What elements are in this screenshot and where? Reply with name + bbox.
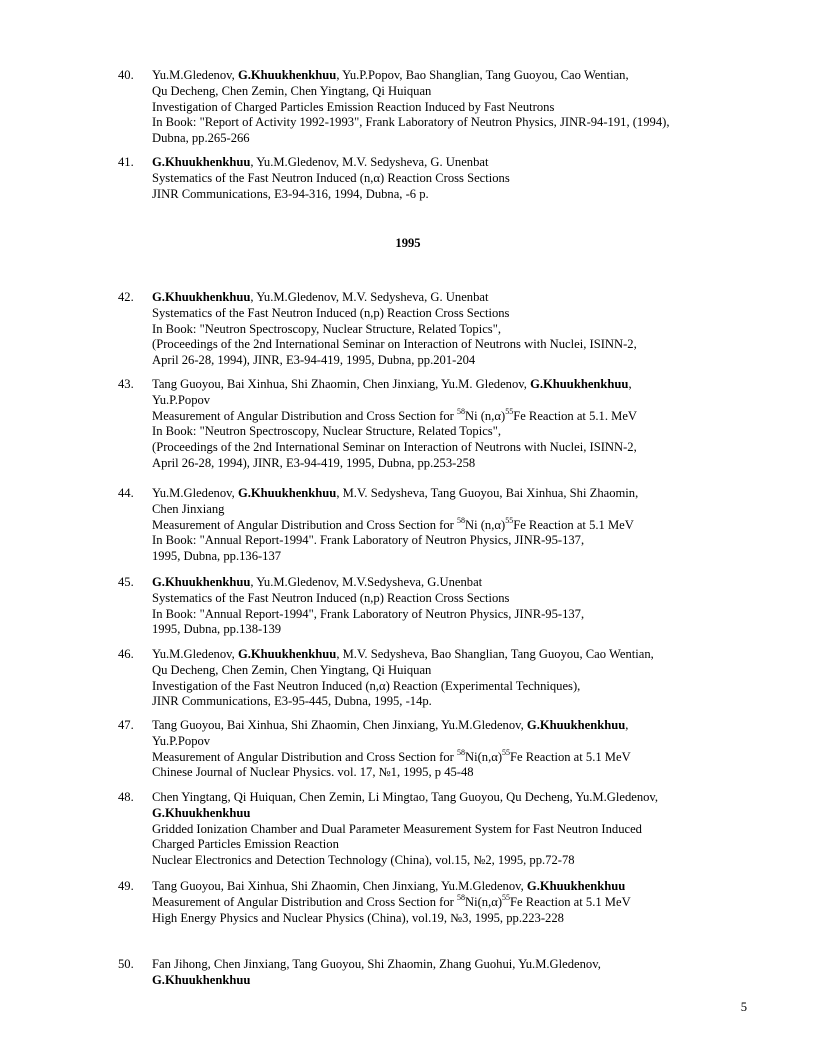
reference-line: Systematics of the Fast Neutron Induced (n,α) Reaction Cross Sections	[152, 170, 510, 185]
reference-line	[152, 515, 742, 534]
reference-line: Yu.P.Popov	[152, 392, 211, 407]
reference-body	[152, 377, 742, 472]
reference-number: 45.	[118, 575, 134, 589]
mass-number-superscript: 55	[505, 515, 514, 525]
author-names: , Yu.M.Gledenov, M.V. Sedysheva, G. Unenbat	[250, 290, 489, 304]
reference-line	[152, 406, 742, 425]
reference-line: April 26-28, 1994), JINR, E3-94-419, 1995, Dubna, pp.253-258	[152, 455, 476, 470]
reference-line	[152, 879, 742, 895]
reference-line: Chinese Journal of Nuclear Physics. vol. 17, №1, 1995, p 45-48	[152, 765, 474, 780]
reference-number: 48.	[118, 790, 134, 804]
title-text: Measurement of Angular Distribution and Cross Section for	[152, 749, 457, 764]
title-text: Ni (n,α)	[465, 408, 506, 423]
author-names: Tang Guoyou, Bai Xinhua, Shi Zhaomin, Chen Jinxiang, Yu.M.Gledenov,	[152, 879, 527, 893]
reference-line	[152, 647, 742, 663]
mass-number-superscript: 55	[502, 747, 511, 757]
reference-line: (Proceedings of the 2nd International Seminar on Interaction of Neutrons with Nuclei, ISINN-2,	[152, 440, 637, 455]
title-text: Ni(n,α)	[465, 894, 503, 909]
page-number: 5	[740, 1000, 747, 1014]
reference-body	[152, 790, 742, 869]
highlighted-author: G.Khuukhenkhuu	[526, 879, 626, 893]
title-text: Fe Reaction at 5.1 MeV	[510, 894, 631, 909]
reference-body	[152, 647, 742, 710]
reference-body	[152, 155, 742, 202]
author-names: , Yu.M.Gledenov, M.V. Sedysheva, G. Unenbat	[250, 155, 489, 169]
title-text: Fe Reaction at 5.1 MeV	[510, 749, 631, 764]
author-names: Tang Guoyou, Bai Xinhua, Shi Zhaomin, Chen Jinxiang, Yu.M. Gledenov,	[152, 377, 531, 391]
highlighted-author: G.Khuukhenkhuu	[237, 68, 337, 82]
author-names: , Yu.P.Popov, Bao Shanglian, Tang Guoyou, Cao Wentian,	[336, 68, 629, 82]
reference-line: In Book: "Annual Report-1994". Frank Laboratory of Neutron Physics, JINR-95-137,	[152, 533, 585, 548]
author-names: Fan Jihong, Chen Jinxiang, Tang Guoyou, Shi Zhaomin, Zhang Guohui, Yu.M.Gledenov,	[152, 957, 601, 971]
reference-number: 41.	[118, 155, 134, 169]
reference-number: 46.	[118, 647, 134, 661]
reference-body	[152, 68, 742, 147]
highlighted-author: G.Khuukhenkhuu	[152, 972, 251, 987]
reference-line	[152, 68, 742, 84]
mass-number-superscript: 58	[457, 406, 465, 416]
title-text: Measurement of Angular Distribution and Cross Section for	[152, 894, 457, 909]
title-text: Fe Reaction at 5.1 MeV	[513, 517, 634, 532]
reference-body	[152, 879, 742, 926]
reference-line: Gridded Ionization Chamber and Dual Parameter Measurement System for Fast Neutron Induced	[152, 821, 642, 836]
author-names: ,	[628, 377, 632, 391]
author-names: Chen Yingtang, Qi Huiquan, Chen Zemin, Li Mingtao, Tang Guoyou, Qu Decheng, Yu.M.Gledenov,	[152, 790, 659, 804]
author-names: Yu.M.Gledenov,	[152, 647, 238, 661]
reference-line: Dubna, pp.265-266	[152, 131, 250, 146]
reference-body	[152, 718, 742, 781]
mass-number-superscript: 58	[457, 515, 465, 525]
reference-line: Yu.P.Popov	[152, 733, 211, 748]
reference-number: 50.	[118, 957, 134, 971]
reference-number: 49.	[118, 879, 134, 893]
title-text: Measurement of Angular Distribution and Cross Section for	[152, 517, 457, 532]
highlighted-author: G.Khuukhenkhuu	[526, 718, 626, 732]
reference-line: Investigation of the Fast Neutron Induced (n,α) Reaction (Experimental Techniques),	[152, 678, 581, 693]
highlighted-author: G.Khuukhenkhuu	[152, 575, 251, 589]
reference-line: JINR Communications, E3-95-445, Dubna, 1995, -14p.	[152, 694, 432, 709]
reference-line: Systematics of the Fast Neutron Induced (n,p) Reaction Cross Sections	[152, 305, 510, 320]
highlighted-author: G.Khuukhenkhuu	[152, 290, 251, 304]
reference-line: April 26-28, 1994), JINR, E3-94-419, 1995, Dubna, pp.201-204	[152, 353, 476, 368]
reference-line	[152, 973, 742, 989]
reference-line	[152, 892, 742, 911]
reference-body	[152, 575, 742, 638]
author-names: Tang Guoyou, Bai Xinhua, Shi Zhaomin, Chen Jinxiang, Yu.M.Gledenov,	[152, 718, 527, 732]
reference-number: 43.	[118, 377, 134, 391]
author-names: Yu.M.Gledenov,	[152, 68, 238, 82]
reference-number: 44.	[118, 486, 134, 500]
reference-line: In Book: "Report of Activity 1992-1993", Frank Laboratory of Neutron Physics, JINR-94-191, (1994),	[152, 115, 670, 130]
mass-number-superscript: 58	[457, 747, 465, 757]
reference-line	[152, 290, 742, 306]
reference-line: Qu Decheng, Chen Zemin, Chen Yingtang, Qi Huiquan	[152, 83, 432, 98]
reference-line: In Book: "Annual Report-1994", Frank Laboratory of Neutron Physics, JINR-95-137,	[152, 606, 585, 621]
reference-line	[152, 155, 742, 171]
reference-line	[152, 790, 742, 806]
reference-line: Nuclear Electronics and Detection Technology (China), vol.15, №2, 1995, pp.72-78	[152, 853, 575, 868]
title-text: Ni (n,α)	[465, 517, 506, 532]
reference-line	[152, 806, 742, 822]
year-heading: 1995	[395, 236, 421, 250]
reference-line	[152, 747, 742, 766]
reference-line	[152, 718, 742, 734]
reference-line	[152, 377, 742, 393]
title-text: Measurement of Angular Distribution and Cross Section for	[152, 408, 457, 423]
reference-line: JINR Communications, E3-94-316, 1994, Dubna, -6 p.	[152, 186, 429, 201]
author-names: , M.V. Sedysheva, Bao Shanglian, Tang Guoyou, Cao Wentian,	[336, 647, 654, 661]
reference-number: 42.	[118, 290, 134, 304]
reference-body	[152, 290, 742, 369]
reference-line: 1995, Dubna, pp.136-137	[152, 549, 282, 564]
reference-body	[152, 957, 742, 989]
mass-number-superscript: 55	[505, 406, 514, 416]
reference-line: Systematics of the Fast Neutron Induced (n,p) Reaction Cross Sections	[152, 590, 510, 605]
title-text: Ni(n,α)	[465, 749, 503, 764]
title-text: Fe Reaction at 5.1. MeV	[513, 408, 637, 423]
reference-line: Charged Particles Emission Reaction	[152, 837, 339, 852]
highlighted-author: G.Khuukhenkhuu	[530, 377, 629, 391]
reference-line	[152, 486, 742, 502]
author-names: ,	[625, 718, 629, 732]
author-names: , M.V. Sedysheva, Tang Guoyou, Bai Xinhua, Shi Zhaomin,	[336, 486, 639, 500]
mass-number-superscript: 55	[502, 892, 511, 902]
mass-number-superscript: 58	[457, 892, 465, 902]
reference-line	[152, 575, 742, 591]
reference-body	[152, 486, 742, 565]
reference-line	[152, 957, 742, 973]
reference-number: 40.	[118, 68, 134, 82]
reference-line: In Book: "Neutron Spectroscopy, Nuclear Structure, Related Topics",	[152, 424, 501, 439]
author-names: Yu.M.Gledenov,	[152, 486, 238, 500]
reference-number: 47.	[118, 718, 134, 732]
highlighted-author: G.Khuukhenkhuu	[152, 155, 251, 169]
reference-line: 1995, Dubna, pp.138-139	[152, 622, 282, 637]
reference-line: (Proceedings of the 2nd International Seminar on Interaction of Neutrons with Nuclei, ISINN-2,	[152, 337, 637, 352]
highlighted-author: G.Khuukhenkhuu	[237, 647, 337, 661]
reference-line: High Energy Physics and Nuclear Physics (China), vol.19, №3, 1995, pp.223-228	[152, 910, 564, 925]
reference-line: Investigation of Charged Particles Emission Reaction Induced by Fast Neutrons	[152, 99, 555, 114]
author-names: , Yu.M.Gledenov, M.V.Sedysheva, G.Unenbat	[250, 575, 483, 589]
highlighted-author: G.Khuukhenkhuu	[237, 486, 337, 500]
reference-line: In Book: "Neutron Spectroscopy, Nuclear Structure, Related Topics",	[152, 321, 501, 336]
highlighted-author: G.Khuukhenkhuu	[152, 805, 251, 820]
reference-line: Chen Jinxiang	[152, 501, 225, 516]
reference-line: Qu Decheng, Chen Zemin, Chen Yingtang, Qi Huiquan	[152, 662, 432, 677]
